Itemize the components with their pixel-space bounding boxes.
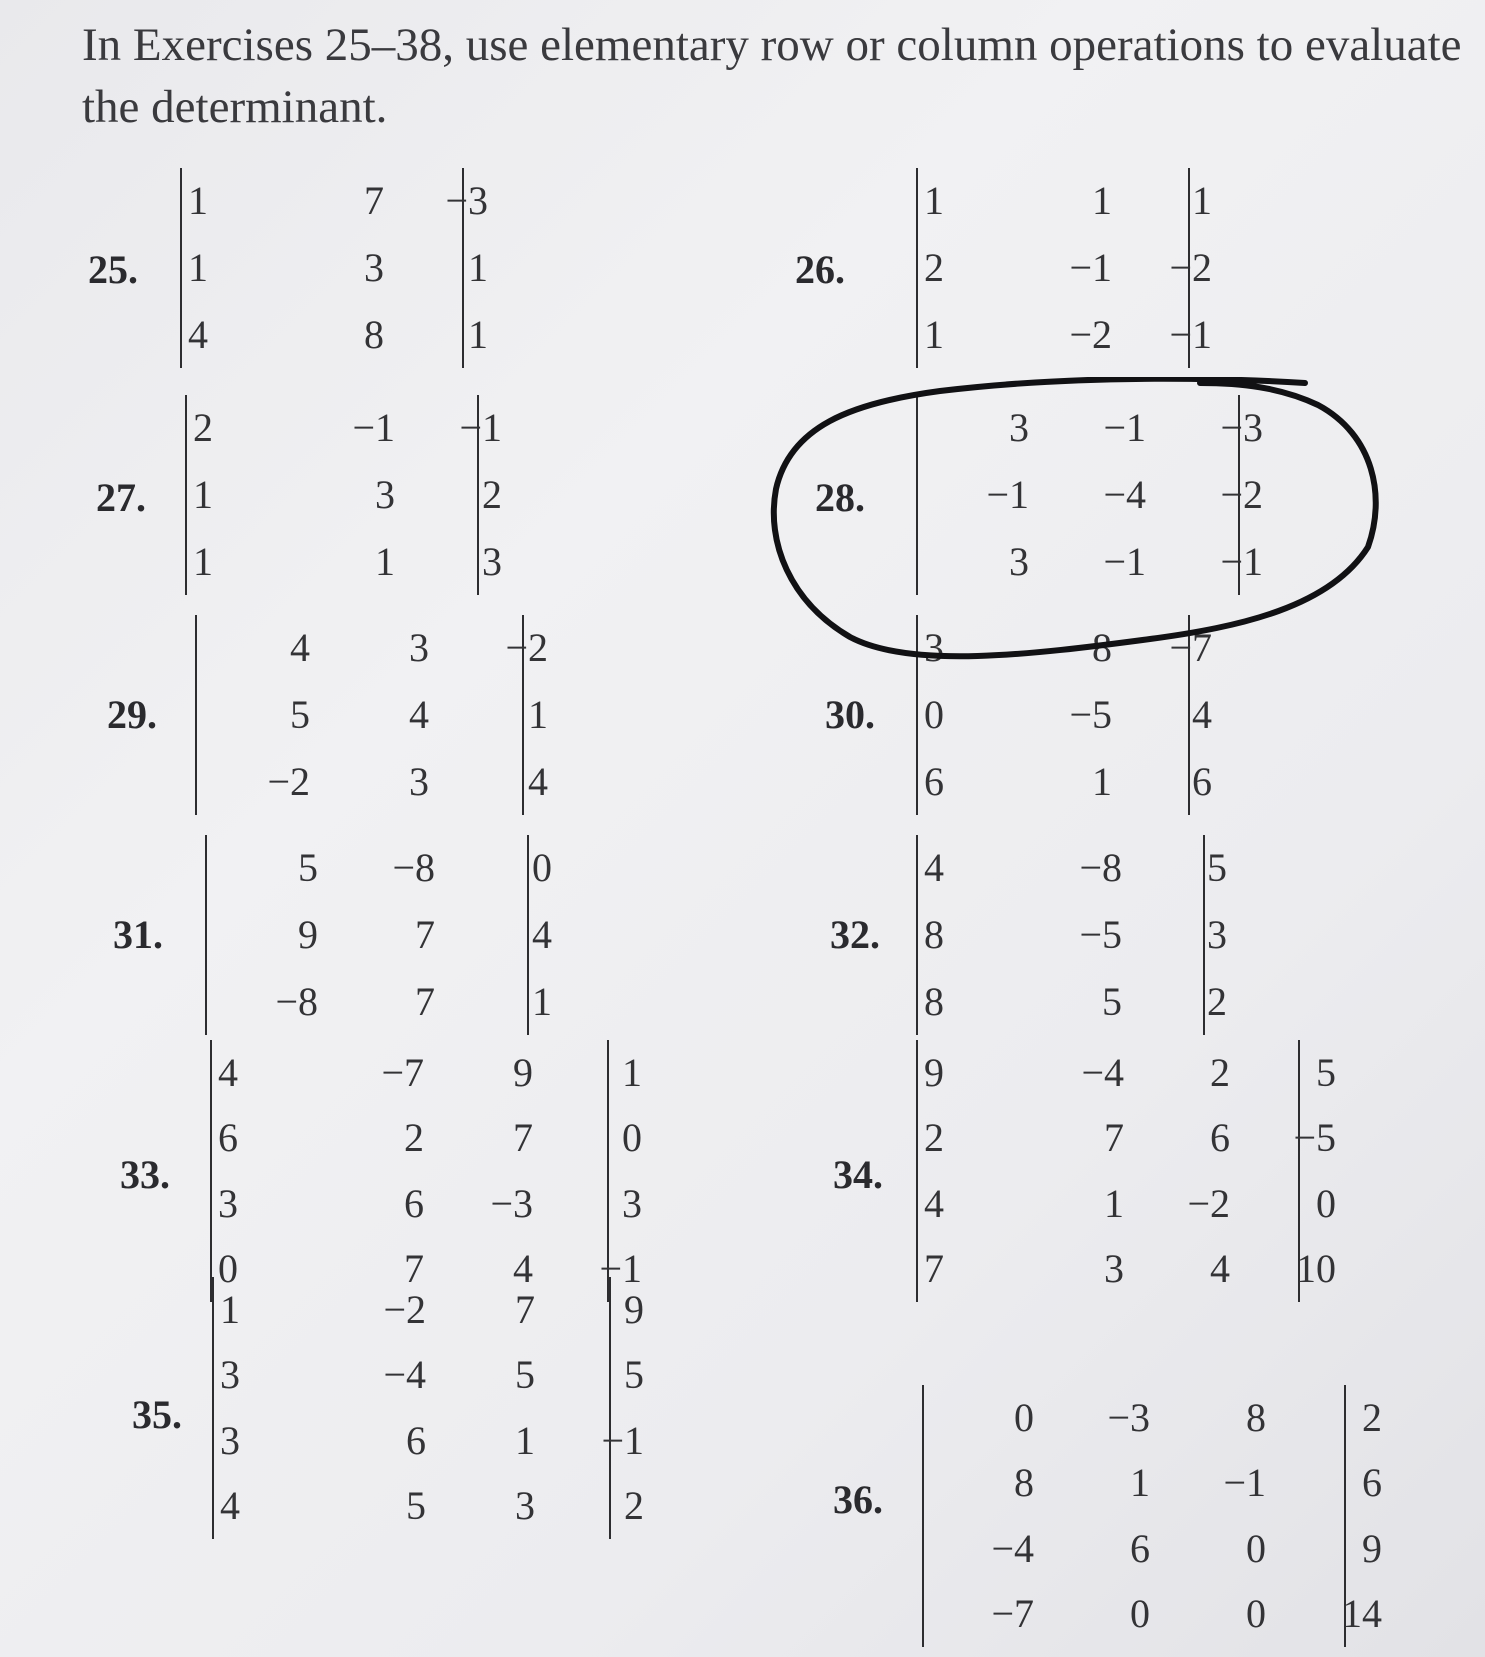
matrix-entry: 9 (513, 1049, 533, 1095)
determinant-row (197, 748, 554, 815)
determinant-row (207, 902, 558, 969)
matrix-entry: 9 (298, 911, 318, 957)
matrix-entry: −8 (1079, 845, 1122, 891)
determinant (916, 395, 1263, 595)
determinant-row (918, 1171, 1342, 1237)
matrix-entry: 1 (1192, 178, 1212, 224)
determinant-grid (918, 1040, 1342, 1302)
matrix-entry: 7 (364, 178, 384, 224)
determinant-row (212, 1040, 648, 1106)
determinant-row (207, 968, 558, 1035)
determinant-row (918, 615, 1218, 682)
matrix-entry: −1 (1103, 538, 1146, 584)
matrix-entry: 2 (924, 244, 944, 290)
matrix-entry: 8 (1246, 1394, 1266, 1440)
matrix-entry: −7 (1169, 625, 1212, 671)
determinant-row (207, 835, 558, 902)
matrix-entry: −3 (445, 178, 488, 224)
matrix-entry: 0 (1246, 1591, 1266, 1637)
matrix-entry: 3 (515, 1483, 535, 1529)
matrix-entry: 1 (468, 311, 488, 357)
determinant-row (214, 1474, 650, 1540)
matrix-entry: −2 (267, 758, 310, 804)
matrix-entry: −1 (1220, 538, 1263, 584)
matrix-entry: 3 (409, 758, 429, 804)
matrix-entry: 5 (515, 1352, 535, 1398)
matrix-entry: 7 (513, 1115, 533, 1161)
exercise-number: 31. (113, 912, 163, 957)
matrix-entry: 3 (482, 538, 502, 584)
determinant-row (924, 1582, 1388, 1648)
matrix-entry: 7 (515, 1286, 535, 1332)
exercise-number: 26. (795, 247, 845, 292)
matrix-entry: −5 (1293, 1115, 1336, 1161)
determinant (916, 168, 1212, 368)
matrix-entry: −2 (1069, 311, 1112, 357)
determinant-row (918, 1237, 1342, 1303)
matrix-entry: 5 (290, 691, 310, 737)
matrix-entry: 4 (188, 311, 208, 357)
exercise-number: 35. (132, 1392, 182, 1437)
matrix-entry: −2 (383, 1286, 426, 1332)
matrix-entry: −3 (490, 1180, 533, 1226)
matrix-entry: 1 (193, 538, 213, 584)
matrix-entry: 4 (220, 1483, 240, 1529)
determinant-row (918, 968, 1233, 1035)
matrix-entry: 2 (1362, 1394, 1382, 1440)
matrix-entry: 7 (1104, 1115, 1124, 1161)
matrix-entry: 1 (924, 311, 944, 357)
matrix-entry: 2 (1207, 978, 1227, 1024)
matrix-entry: 0 (1316, 1180, 1336, 1226)
determinant-row (918, 1106, 1342, 1172)
matrix-entry: 3 (924, 625, 944, 671)
determinant-row (918, 528, 1269, 595)
matrix-entry: 0 (1246, 1525, 1266, 1571)
determinant-grid (918, 835, 1233, 1035)
matrix-entry: −4 (1081, 1049, 1124, 1095)
matrix-entry: 3 (220, 1352, 240, 1398)
exercise-number: 32. (830, 912, 880, 957)
matrix-entry: 0 (1130, 1591, 1150, 1637)
determinant-row (212, 1171, 648, 1237)
matrix-entry: 6 (1192, 758, 1212, 804)
matrix-entry: 4 (924, 845, 944, 891)
matrix-entry: 6 (1362, 1460, 1382, 1506)
matrix-entry: 2 (624, 1483, 644, 1529)
matrix-entry: 4 (218, 1049, 238, 1095)
determinant (212, 1277, 644, 1539)
matrix-entry: 9 (924, 1049, 944, 1095)
determinant (185, 395, 502, 595)
matrix-entry: −4 (1103, 471, 1146, 517)
matrix-entry: 3 (1009, 538, 1029, 584)
determinant-row (924, 1385, 1388, 1451)
determinant-row (214, 1343, 650, 1409)
matrix-entry: 1 (622, 1049, 642, 1095)
exercise-number: 29. (107, 692, 157, 737)
matrix-entry: 4 (409, 691, 429, 737)
matrix-entry: 0 (532, 845, 552, 891)
matrix-entry: 6 (1210, 1115, 1230, 1161)
matrix-entry: −4 (383, 1352, 426, 1398)
matrix-entry: 0 (1014, 1394, 1034, 1440)
determinant-row (212, 1106, 648, 1172)
determinant-grid (924, 1385, 1388, 1647)
matrix-entry: 5 (1102, 978, 1122, 1024)
matrix-entry: 0 (218, 1246, 238, 1292)
matrix-entry: 4 (532, 911, 552, 957)
matrix-entry: 6 (404, 1180, 424, 1226)
determinant-grid (918, 395, 1269, 595)
matrix-entry: 9 (624, 1286, 644, 1332)
matrix-entry: −5 (1069, 691, 1112, 737)
matrix-entry: 4 (528, 758, 548, 804)
matrix-entry: 1 (375, 538, 395, 584)
matrix-entry: 5 (1316, 1049, 1336, 1095)
matrix-entry: 2 (404, 1115, 424, 1161)
matrix-entry: 1 (193, 471, 213, 517)
determinant-row (187, 528, 508, 595)
exercise-number: 33. (120, 1152, 170, 1197)
matrix-entry: 1 (188, 178, 208, 224)
determinant-row (918, 748, 1218, 815)
determinant-row (918, 235, 1218, 302)
matrix-entry: −8 (392, 845, 435, 891)
matrix-entry: 8 (924, 911, 944, 957)
matrix-entry: 6 (1130, 1525, 1150, 1571)
determinant (205, 835, 552, 1035)
matrix-entry: 1 (515, 1417, 535, 1463)
determinant-grid (212, 1040, 648, 1302)
determinant (916, 835, 1227, 1035)
determinant (922, 1385, 1382, 1647)
matrix-entry: 7 (415, 978, 435, 1024)
exercise-number: 25. (88, 247, 138, 292)
matrix-entry: −1 (1223, 1460, 1266, 1506)
exercise-number: 30. (825, 692, 875, 737)
matrix-entry: 4 (924, 1180, 944, 1226)
matrix-entry: 8 (1014, 1460, 1034, 1506)
determinant (195, 615, 548, 815)
determinant-grid (187, 395, 508, 595)
determinant-row (182, 235, 494, 302)
matrix-entry: 7 (415, 911, 435, 957)
matrix-entry: 7 (924, 1246, 944, 1292)
matrix-entry: −4 (991, 1525, 1034, 1571)
exercise-number: 36. (833, 1477, 883, 1522)
matrix-entry: 6 (924, 758, 944, 804)
matrix-entry: 0 (622, 1115, 642, 1161)
determinant-grid (918, 168, 1218, 368)
matrix-entry: 5 (298, 845, 318, 891)
matrix-entry: 1 (924, 178, 944, 224)
exercise-number: 34. (833, 1152, 883, 1197)
matrix-entry: 1 (1104, 1180, 1124, 1226)
matrix-entry: 3 (218, 1180, 238, 1226)
determinant-row (918, 462, 1269, 529)
matrix-entry: 1 (188, 244, 208, 290)
matrix-entry: 0 (924, 691, 944, 737)
matrix-entry: −1 (1069, 244, 1112, 290)
matrix-entry: 8 (364, 311, 384, 357)
matrix-entry: 2 (193, 405, 213, 451)
matrix-entry: 3 (409, 625, 429, 671)
matrix-entry: 3 (1009, 405, 1029, 451)
matrix-entry: −7 (991, 1591, 1034, 1637)
matrix-entry: −1 (599, 1246, 642, 1292)
matrix-entry: 3 (220, 1417, 240, 1463)
determinant-row (214, 1277, 650, 1343)
determinant-row (918, 1040, 1342, 1106)
determinant-row (918, 301, 1218, 368)
matrix-entry: 5 (1207, 845, 1227, 891)
determinant-grid (182, 168, 494, 368)
determinant-row (924, 1451, 1388, 1517)
matrix-entry: 1 (220, 1286, 240, 1332)
matrix-entry: −2 (1220, 471, 1263, 517)
matrix-entry: 5 (624, 1352, 644, 1398)
matrix-entry: 1 (532, 978, 552, 1024)
determinant-grid (918, 615, 1218, 815)
exercise-number: 28. (815, 475, 865, 520)
matrix-entry: −3 (1107, 1394, 1150, 1440)
determinant-grid (207, 835, 558, 1035)
matrix-entry: 8 (1092, 625, 1112, 671)
matrix-entry: 9 (1362, 1525, 1382, 1571)
matrix-entry: 5 (406, 1483, 426, 1529)
matrix-entry: 4 (513, 1246, 533, 1292)
matrix-entry: −1 (986, 471, 1029, 517)
matrix-entry: 3 (375, 471, 395, 517)
determinant-row (182, 301, 494, 368)
matrix-entry: 1 (1092, 758, 1112, 804)
exercise-number: 27. (96, 475, 146, 520)
matrix-entry: 3 (1104, 1246, 1124, 1292)
determinant-row (197, 682, 554, 749)
matrix-entry: −1 (352, 405, 395, 451)
matrix-entry: −2 (505, 625, 548, 671)
matrix-entry: −7 (381, 1049, 424, 1095)
matrix-entry: 3 (1207, 911, 1227, 957)
matrix-entry: −1 (1169, 311, 1212, 357)
matrix-entry: 2 (924, 1115, 944, 1161)
matrix-entry: −3 (1220, 405, 1263, 451)
determinant-grid (197, 615, 554, 815)
matrix-entry: 14 (1342, 1591, 1382, 1637)
matrix-entry: 6 (218, 1115, 238, 1161)
matrix-entry: 4 (1210, 1246, 1230, 1292)
matrix-entry: −1 (459, 405, 502, 451)
matrix-entry: 8 (924, 978, 944, 1024)
determinant-row (187, 462, 508, 529)
determinant-row (214, 1408, 650, 1474)
matrix-entry: 2 (1210, 1049, 1230, 1095)
determinant-row (918, 682, 1218, 749)
instruction-text: In Exercises 25–38, use elementary row or column operations to evaluate the determinant. (82, 19, 1462, 133)
matrix-entry: 1 (528, 691, 548, 737)
matrix-entry: 6 (406, 1417, 426, 1463)
matrix-entry: −1 (601, 1417, 644, 1463)
matrix-entry: −8 (275, 978, 318, 1024)
matrix-entry: −5 (1079, 911, 1122, 957)
determinant-row (918, 168, 1218, 235)
determinant-row (187, 395, 508, 462)
determinant (916, 615, 1212, 815)
determinant-row (924, 1516, 1388, 1582)
determinant-row (918, 902, 1233, 969)
determinant (210, 1040, 642, 1302)
matrix-entry: 3 (622, 1180, 642, 1226)
matrix-entry: −1 (1103, 405, 1146, 451)
matrix-entry: 4 (290, 625, 310, 671)
determinant-row (918, 835, 1233, 902)
matrix-entry: −2 (1169, 244, 1212, 290)
determinant (916, 1040, 1336, 1302)
matrix-entry: 4 (1192, 691, 1212, 737)
determinant-grid (214, 1277, 650, 1539)
matrix-entry: 3 (364, 244, 384, 290)
matrix-entry: −2 (1187, 1180, 1230, 1226)
matrix-entry: 1 (468, 244, 488, 290)
determinant (180, 168, 488, 368)
determinant-row (197, 615, 554, 682)
determinant-row (182, 168, 494, 235)
matrix-entry: 1 (1130, 1460, 1150, 1506)
matrix-entry: 2 (482, 471, 502, 517)
matrix-entry: 7 (404, 1246, 424, 1292)
determinant-row (918, 395, 1269, 462)
matrix-entry: 10 (1296, 1246, 1336, 1292)
matrix-entry: 1 (1092, 178, 1112, 224)
